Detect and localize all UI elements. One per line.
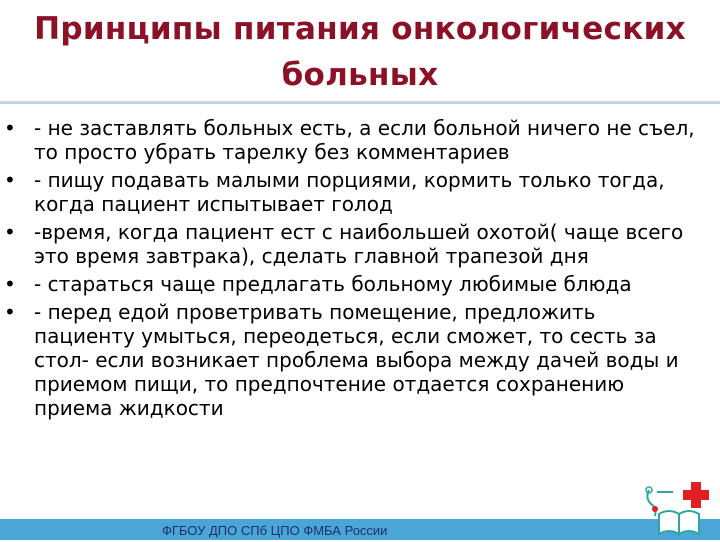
- bullet-marker: •: [4, 272, 16, 296]
- bullet-marker: •: [4, 300, 16, 324]
- bullet-text: - не заставлять больных есть, а если больной ничего не съел, то просто убрать тарелку без комментариев: [34, 116, 695, 164]
- bullet-item: [0, 272, 720, 296]
- footer-org-text: ФГБОУ ДПО СПб ЦПО ФМБА России: [162, 523, 388, 538]
- bullet-text: - пищу подавать малыми порциями, кормить только тогда, когда пациент испытывает голод: [34, 168, 665, 216]
- bullet-marker: •: [4, 168, 16, 192]
- bullet-item: [0, 116, 720, 164]
- title-line-1: Принципы питания онкологических: [34, 11, 686, 47]
- bullet-list: [0, 116, 720, 424]
- bullet-item: [0, 220, 720, 268]
- bullet-text: -время, когда пациент ест с наибольшей охотой( чаще всего это время завтрака), сделать главной трапезой дня: [34, 220, 684, 268]
- slide-title: [0, 6, 720, 98]
- bullet-item: [0, 300, 720, 420]
- bullet-text: - перед едой проветривать помещение, предложить пациенту умыться, переодеться, если сможет, то сесть за стол- если возникает проблема выбора между дачей воды и приемом пищи, то предпочтение отдается сохранению приема жидкости: [34, 300, 679, 420]
- bullet-marker: •: [4, 220, 16, 244]
- title-divider: [0, 101, 720, 104]
- title-line-2: больных: [281, 57, 439, 93]
- bullet-marker: •: [4, 116, 16, 140]
- bullet-item: [0, 168, 720, 216]
- medical-cross-book-icon: [643, 478, 715, 538]
- bullet-text: - стараться чаще предлагать больному любимые блюда: [34, 272, 632, 296]
